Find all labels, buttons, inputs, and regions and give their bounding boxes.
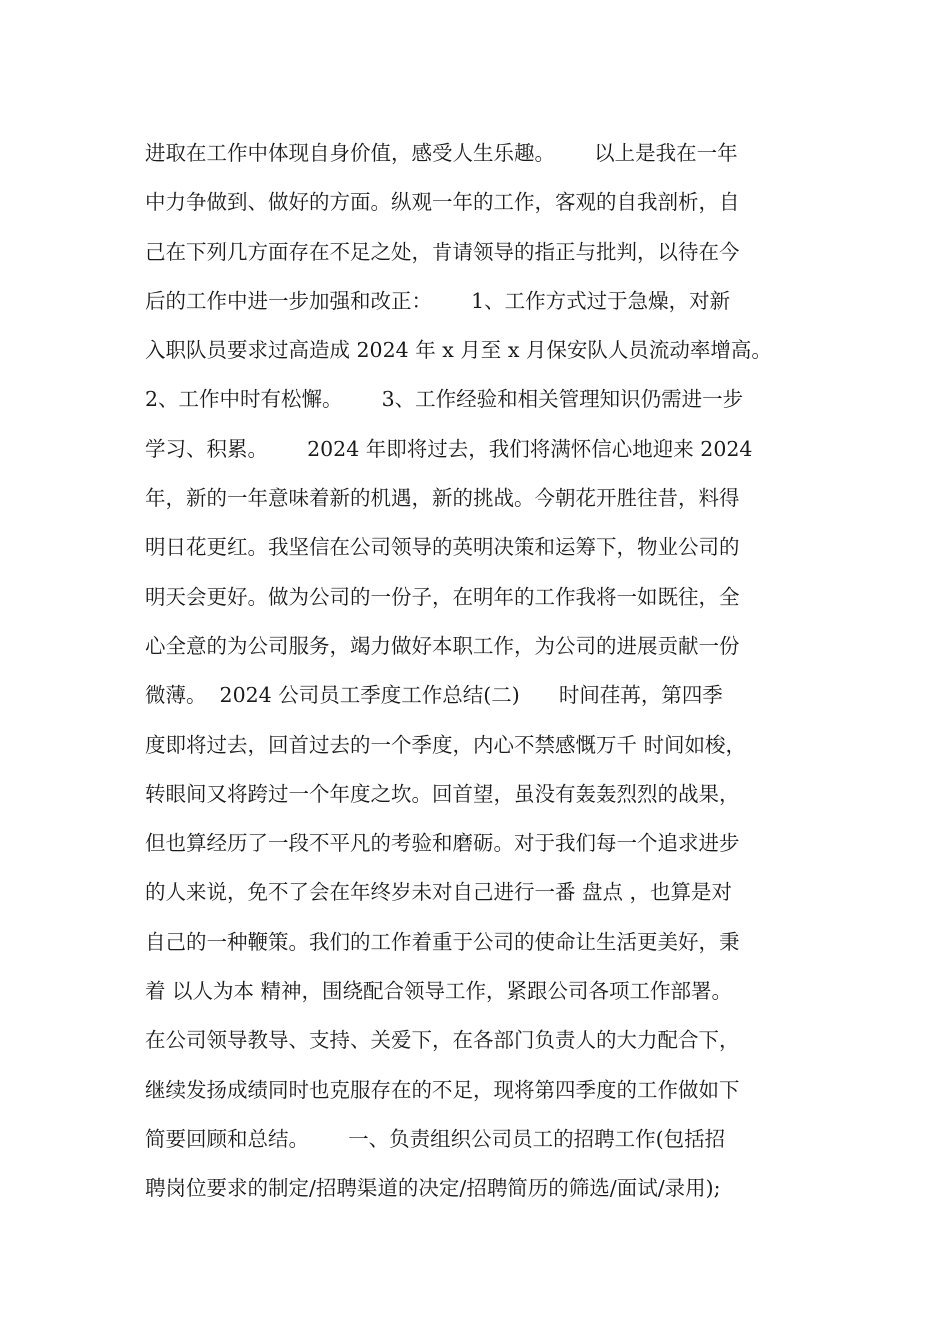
text-line: 后的工作中进一步加强和改正： 1、工作方式过于急燥，对新 <box>145 288 731 313</box>
text-line: 进取在工作中体现自身价值，感受人生乐趣。 以上是我在一年 <box>145 141 738 165</box>
text-line: 在公司领导教导、支持、关爱下，在各部门负责人的大力配合下， <box>145 1028 740 1053</box>
text-line: 心全意的为公司服务，竭力做好本职工作，为公司的进展贡献一份 <box>145 633 740 658</box>
text-line: 转眼间又将跨过一个年度之坎。回首望，虽没有轰轰烈烈的战果， <box>145 781 740 806</box>
text-line: 着 以人为本 精神，围绕配合领导工作，紧跟公司各项工作部署。 <box>145 979 733 1004</box>
text-line: 明日花更红。我坚信在公司领导的英明决策和运筹下，物业公司的 <box>145 535 740 560</box>
text-line: 度即将过去，回首过去的一个季度，内心不禁感慨万千 时间如梭， <box>145 732 747 757</box>
text-line: 简要回顾和总结。 一、负责组织公司员工的招聘工作(包括招 <box>145 1126 726 1151</box>
text-line: 学习、积累。 2024 年即将过去，我们将满怀信心地迎来 2024 <box>145 436 753 461</box>
text-line: 的人来说，免不了会在年终岁未对自己进行一番 盘点 ，也算是对 <box>145 880 733 905</box>
body-text <box>145 129 815 1214</box>
text-line: 2、工作中时有松懈。 3、工作经验和相关管理知识仍需进一步 <box>145 387 744 412</box>
text-line: 明天会更好。做为公司的一份子，在明年的工作我将一如既往，全 <box>145 584 740 609</box>
text-line: 入职队员要求过高造成 2024 年 x 月至 x 月保安队人员流动率增高。 <box>145 338 772 363</box>
text-line: 自己的一种鞭策。我们的工作着重于公司的使命让生活更美好，秉 <box>145 929 740 954</box>
text-line: 己在下列几方面存在不足之处，肯请领导的指正与批判，以待在今 <box>145 239 740 264</box>
text-line: 继续发扬成绩同时也克服存在的不足，现将第四季度的工作做如下 <box>145 1077 740 1102</box>
text-line: 微薄。 2024 公司员工季度工作总结(二) 时间荏苒，第四季 <box>145 683 723 708</box>
text-line: 年，新的一年意味着新的机遇，新的挑战。今朝花开胜往昔，料得 <box>145 486 740 511</box>
text-line: 聘岗位要求的制定/招聘渠道的决定/招聘简历的筛选/面试/录用); <box>145 1176 721 1201</box>
text-line: 但也算经历了一段不平凡的考验和磨砺。对于我们每一个追求进步 <box>145 831 740 856</box>
text-line: 中力争做到、做好的方面。纵观一年的工作，客观的自我剖析，自 <box>145 190 740 215</box>
